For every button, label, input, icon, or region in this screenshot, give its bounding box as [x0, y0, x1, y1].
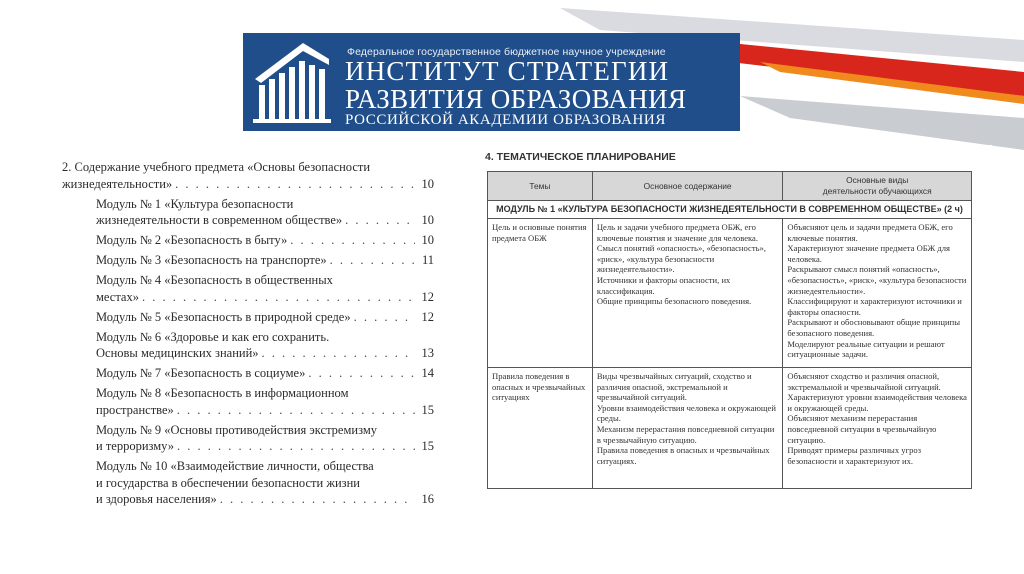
- table-row: [488, 368, 972, 489]
- row-activity: Объясняют цель и задачи предмета ОБЖ, его ключевые понятия. Характеризуют значение предмета ОБЖ для человека. Раскрывают смысл понятий «опасность», «безопасность», «риск», «культура безопасности жизнедеятельности». Классифицируют и характеризуют источники и факторы опасности. Раскрывают и обосновывают общие принципы безопасного поведения. Моделируют реальные ситуации и решают ситуационные задачи.: [783, 219, 972, 368]
- toc-page-number: 15: [421, 439, 434, 453]
- toc-entry-text: Основы медицинских знаний»: [96, 346, 259, 360]
- stripe-grey: [740, 96, 1024, 150]
- planning-table: [487, 171, 972, 489]
- toc-entry-text: Модуль № 10 «Взаимодействие личности, общества: [96, 459, 374, 473]
- banner-title-line3: РОССИЙСКОЙ АКАДЕМИИ ОБРАЗОВАНИЯ: [345, 112, 666, 128]
- toc-entry: [62, 329, 434, 362]
- toc-dot-leader: [354, 309, 415, 326]
- toc-entry: [62, 196, 434, 229]
- banner-title-line2: РАЗВИТИЯ ОБРАЗОВАНИЯ: [345, 84, 687, 114]
- toc-dot-leader: [177, 402, 415, 419]
- table-of-contents: [62, 159, 434, 508]
- header-content: Основное содержание: [592, 172, 783, 201]
- toc-entry-text: 2. Содержание учебного предмета «Основы безопасности: [62, 160, 371, 174]
- toc-entry-text: Модуль № 6 «Здоровье и как его сохранить.: [96, 329, 330, 344]
- toc-entry: [62, 252, 434, 269]
- toc-page-number: 16: [421, 492, 434, 506]
- row-topic: Правила поведения в опасных и чрезвычайных ситуациях: [488, 368, 593, 489]
- toc-entry-text: и государства в обеспечении безопасности жизни: [96, 475, 360, 490]
- toc-entry-text: Модуль № 9 «Основы противодействия экстремизму: [96, 422, 377, 437]
- toc-entry-text: Модуль № 5 «Безопасность в природной среде»: [96, 309, 351, 324]
- institute-banner: [243, 33, 740, 131]
- toc-entry: [62, 309, 434, 326]
- planning-title: 4. ТЕМАТИЧЕСКОЕ ПЛАНИРОВАНИЕ: [485, 151, 676, 163]
- toc-page-number: 13: [421, 346, 434, 360]
- toc-dot-leader: [330, 252, 415, 269]
- toc-entry-text: Модуль № 4 «Безопасность в общественных: [96, 273, 333, 287]
- toc-entry: [62, 159, 434, 192]
- toc-dot-leader: [308, 365, 415, 382]
- toc-dot-leader: [177, 438, 415, 455]
- banner-title-line1: ИНСТИТУТ СТРАТЕГИИ: [345, 56, 670, 86]
- toc-entry: [62, 232, 434, 249]
- toc-entry: [62, 365, 434, 382]
- toc-entry: [62, 458, 434, 508]
- toc-page-number: 10: [421, 233, 434, 247]
- toc-entry-text: Модуль № 2 «Безопасность в быту»: [96, 233, 288, 247]
- building-columns-icon: [249, 39, 333, 125]
- toc-entry-text: и терроризму»: [96, 439, 174, 453]
- toc-dot-leader: [290, 232, 415, 249]
- thematic-planning-page: [482, 145, 992, 508]
- toc-entry: [62, 385, 434, 418]
- toc-dot-leader: [345, 212, 415, 229]
- toc-entry-text: Модуль № 1 «Культура безопасности: [96, 196, 294, 211]
- toc-entry: [62, 422, 434, 455]
- row-activity: Объясняют сходство и различия опасной, экстремальной и чрезвычайной ситуаций. Характеризуют уровни взаимодействия человека и окружающей среды. Объясняют механизм перерастания повседневной ситуации в чрезвычайную ситуацию. Приводят примеры различных угроз безопасности и характеризуют их.: [783, 368, 972, 489]
- toc-entry-text: пространстве»: [96, 402, 174, 417]
- toc-dot-leader: [220, 491, 415, 508]
- toc-entry-text: Модуль № 8 «Безопасность в информационном: [96, 386, 349, 400]
- table-header-row: [488, 172, 972, 201]
- toc-entry-text: и здоровья населения»: [96, 492, 217, 506]
- toc-entry-text: Модуль № 3 «Безопасность на транспорте»: [96, 253, 327, 267]
- table-row: [488, 219, 972, 368]
- module-row: [488, 201, 972, 219]
- toc-page-number: 14: [421, 366, 434, 380]
- toc-page-number: 12: [421, 309, 434, 324]
- toc-page-number: 12: [421, 289, 434, 304]
- row-content: Цель и задачи учебного предмета ОБЖ, его ключевые понятия и значение для человека. Смысл понятий «опасность», «безопасность», «риск», «культура безопасности жизнедеятельности». Источники и факторы опасности, их классификация. Общие принципы безопасного поведения.: [592, 219, 783, 368]
- banner-subtitle: Федеральное государственное бюджетное научное учреждение: [347, 46, 666, 58]
- toc-dot-leader: [175, 176, 415, 193]
- toc-entry-text: жизнедеятельности в современном обществе»: [96, 213, 343, 227]
- toc-entry-text: Модуль № 7 «Безопасность в социуме»: [96, 366, 306, 380]
- toc-dot-leader: [262, 345, 415, 362]
- toc-entry-text: местах»: [96, 289, 139, 304]
- toc-entry: [62, 272, 434, 305]
- toc-page-number: 15: [421, 402, 434, 417]
- toc-page-number: 11: [421, 253, 434, 267]
- module-title: МОДУЛЬ № 1 «КУЛЬТУРА БЕЗОПАСНОСТИ ЖИЗНЕДЕЯТЕЛЬНОСТИ В СОВРЕМЕННОМ ОБЩЕСТВЕ» (2 ч): [488, 201, 972, 219]
- toc-entry-text: жизнедеятельности»: [62, 176, 173, 191]
- toc-page-number: 10: [421, 213, 434, 227]
- header-activities: Основные виды деятельности обучающихся: [783, 172, 972, 201]
- toc-page-number: 10: [421, 176, 434, 191]
- header-topics: Темы: [488, 172, 593, 201]
- toc-dot-leader: [142, 289, 415, 306]
- row-content: Виды чрезвычайных ситуаций, сходство и различия опасной, экстремальной и чрезвычайной ситуаций. Уровни взаимодействия человека и окружающей среды. Механизм перерастания повседневной ситуации в чрезвычайную ситуацию. Правила поведения в опасных и чрезвычайных ситуациях.: [592, 368, 783, 489]
- row-topic: Цель и основные понятия предмета ОБЖ: [488, 219, 593, 368]
